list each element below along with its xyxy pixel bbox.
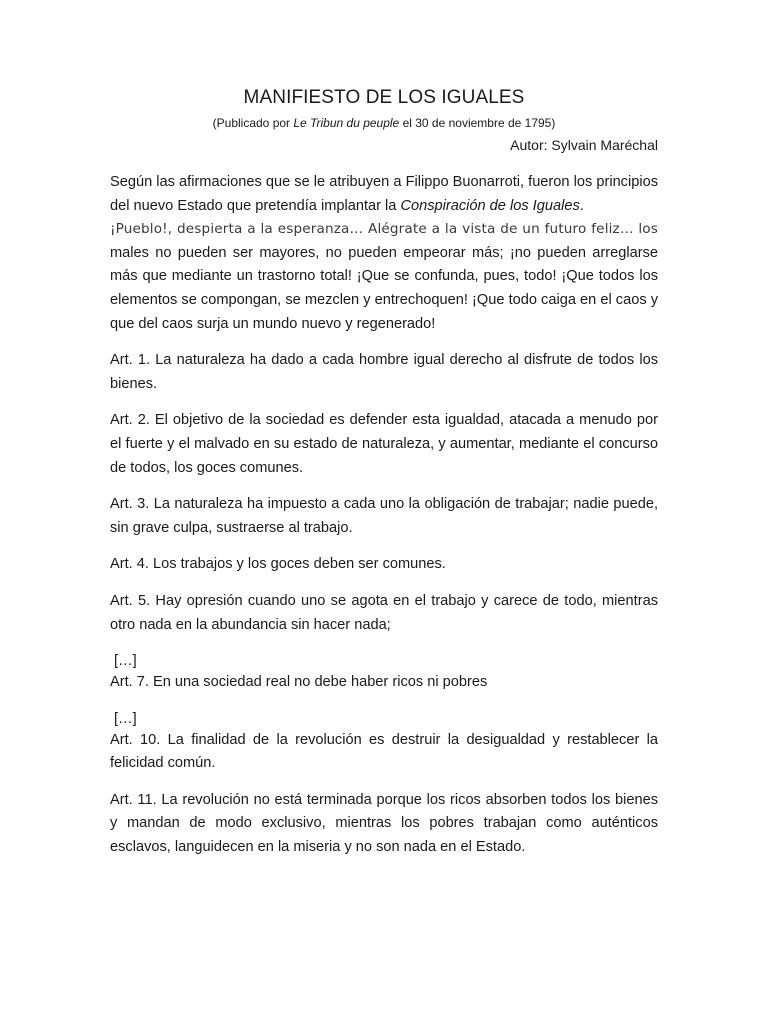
- article-11: Art. 11. La revolución no está terminada porque los ricos absorben todos los bienes y mandan de modo exclusivo, mientras los pobres trabajan como auténticos esclavos, languidecen en la miseria y no son nada en el Estado.: [110, 791, 658, 856]
- article-5: Art. 5. Hay opresión cuando uno se agota en el trabajo y carece de todo, mientras otro nada en la abundancia sin hacer nada;: [110, 592, 658, 633]
- article-7: Art. 7. En una sociedad real no debe haber ricos ni pobres: [110, 674, 488, 691]
- article-2: Art. 2. El objetivo de la sociedad es defender esta igualdad, atacada a menudo por el fuerte y el malvado en su estado de naturaleza, y aumentar, mediante el concurso de todos, los goces comunes.: [110, 412, 658, 476]
- quote-paragraph: [110, 218, 658, 336]
- intro-paragraph: [110, 171, 658, 218]
- article-3: Art. 3. La naturaleza ha impuesto a cada uno la obligación de trabajar; nadie puede, sin grave culpa, sustraerse al trabajo.: [110, 496, 658, 536]
- intro-emphasis: Conspiración de los Iguales: [400, 197, 580, 214]
- document-subtitle: [110, 115, 658, 131]
- quote-opening: ¡Pueblo!, despierta a la esperanza… Alégrate a la vista de un futuro feliz… los: [110, 221, 658, 238]
- omission-mark: […]: [114, 710, 137, 727]
- article-4: Art. 4. Los trabajos y los goces deben ser comunes.: [110, 556, 446, 573]
- article-1: Art. 1. La naturaleza ha dado a cada hombre igual derecho al disfrute de todos los bienes.: [110, 352, 658, 392]
- document-body: [110, 84, 658, 860]
- subtitle-prefix: (Publicado por: [212, 116, 294, 130]
- subtitle-suffix: el 30 de noviembre de 1795): [399, 116, 556, 130]
- document-title: MANIFIESTO DE LOS IGUALES: [243, 87, 525, 108]
- publication-name: Le Tribun du peuple: [293, 116, 400, 130]
- author-label: Autor:: [510, 137, 552, 153]
- author-name: Sylvain Maréchal: [551, 137, 658, 153]
- intro-text: Según las afirmaciones que se le atribuyen a Filippo Buonarroti, fueron los principios del nuevo Estado que pretendía implantar la: [110, 174, 658, 214]
- author-line: [110, 134, 658, 156]
- omission-mark: […]: [114, 653, 137, 670]
- article-10: Art. 10. La finalidad de la revolución es destruir la desigualdad y restablecer la felicidad común.: [110, 731, 658, 772]
- intro-end: .: [579, 197, 584, 214]
- quote-rest: males no pueden ser mayores, no pueden empeorar más; ¡no pueden arreglarse más que mediante un trastorno total! ¡Que se confunda, pues, todo! ¡Que todos los elementos se compongan, se mezclen y entrechoquen! ¡Que todo caiga en el caos y que del caos surja un mundo nuevo y regenerado!: [110, 244, 658, 332]
